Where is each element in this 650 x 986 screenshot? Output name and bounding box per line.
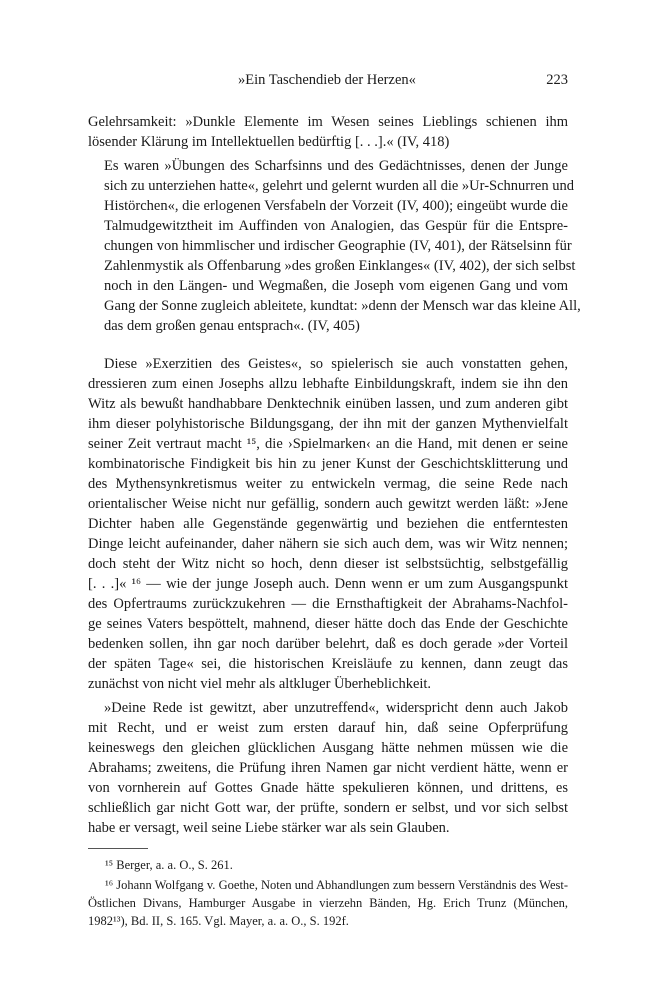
running-head xyxy=(88,72,568,92)
text-line: sich zu unterziehen hatte«, gelehrt und gelernt wurden all die »Ur-Schnurren und xyxy=(104,178,574,194)
footnote-line: Östlichen Divans, Hamburger Ausgabe in vierzehn Bänden, Hg. Erich Trunz (München, xyxy=(88,896,568,910)
text-line: Histörchen«, die erlogenen Versfabeln der Vorzeit (IV, 400); eingeübt wurde die xyxy=(104,198,568,214)
text-line: Dinge leicht aufeinander, daher nähern sie sich auch dem, was wir Witz nennen; xyxy=(88,536,568,552)
text-line: des Mythensynkretismus weiter zu entwickeln vermag, die seine Rede nach xyxy=(88,476,568,492)
text-line: Abrahams; zweitens, die Prüfung ihren Namen gar nicht verdient hätte, wenn er xyxy=(88,760,568,776)
running-title: »Ein Taschendieb der Herzen« xyxy=(238,72,416,88)
text-line: lösender Klärung im Intellektuellen bedürftig [. . .].« (IV, 418) xyxy=(88,134,450,150)
footnote-line: ¹⁵ Berger, a. a. O., S. 261. xyxy=(105,858,233,872)
text-line: dressieren zum einen Josephs allzu lebhafte Einbildungskraft, indem sie ihn den xyxy=(88,376,568,392)
text-line: habe er versagt, weil seine Liebe stärker war als sein Glauben. xyxy=(88,820,450,836)
text-line: »Deine Rede ist gewitzt, aber unzutreffend«, widerspricht denn auch Jakob xyxy=(104,700,568,716)
text-line: schließlich gar nicht Gott war, der prüfte, sondern er selbst, und vor sich selbst xyxy=(88,800,568,816)
footnote-line: 1982¹³), Bd. II, S. 165. Vgl. Mayer, a. a. O., S. 192f. xyxy=(88,914,349,928)
text-line: des Opfertraums zurückzukehren — die Ernsthaftigkeit der Abrahams-Nachfol- xyxy=(88,596,568,612)
text-line: orientalischer Weise nicht nur gefällig, sondern auch gewitzt werden läßt: »Jene xyxy=(88,496,568,512)
text-line: Zahlenmystik als Offenbarung »des großen Einklanges« (IV, 402), der sich selbst xyxy=(104,258,576,274)
text-line: Gelehrsamkeit: »Dunkle Elemente im Wesen seines Lieblings schienen ihm xyxy=(88,114,568,130)
text-line: ihm dieser polyhistorische Bildungsgang, der ihn mit der ganzen Mythenvielfalt xyxy=(88,416,568,432)
text-line: ge seines Vaters bespöttelt, mahnend, dieser hätte doch das Ende der Geschichte xyxy=(88,616,568,632)
text-line: keineswegs den gleichen glücklichen Ausgang hätte nehmen müssen wie die xyxy=(88,740,568,756)
text-line: noch in den Längen- und Wegmaßen, die Joseph vom eigenen Gang und vom xyxy=(104,278,568,294)
text-line: Es waren »Übungen des Scharfsinns und des Gedächtnisses, denen der Junge xyxy=(104,158,568,174)
text-line: [. . .]« ¹⁶ — wie der junge Joseph auch. Denn wenn er um zum Ausgangspunkt xyxy=(88,576,568,592)
text-line: kombinatorische Findigkeit bis hin zu jener Kunst der Geschichtsklitterung und xyxy=(88,456,568,472)
text-line: das dem großen genau entsprach«. (IV, 405) xyxy=(104,318,360,334)
text-line: Talmudgewitztheit im Auffinden von Analogien, das Gespür für die Entspre- xyxy=(104,218,568,234)
text-line: Diese »Exerzitien des Geistes«, so spielerisch sie auch vonstatten gehen, xyxy=(104,356,568,372)
text-line: der späten Tage« sei, die historischen Kreisläufe zu kennen, dann zeugt das xyxy=(88,656,568,672)
text-line: von vornherein auf Gottes Gnade hätte spekulieren können, und drittens, es xyxy=(88,780,568,796)
text-line: Witz als bewußt handhabbare Denktechnik einüben lassen, und zum anderen gibt xyxy=(88,396,568,412)
text-line: doch steht der Witz nicht so hoch, denn dieser ist selbstsüchtig, selbstgefällig xyxy=(88,556,568,572)
text-line: mit Recht, und er weist zum ersten darauf hin, daß seine Opferprüfung xyxy=(88,720,568,736)
text-line: zunächst von nicht viel mehr als altkluger Überheblichkeit. xyxy=(88,676,432,692)
footnote-line: ¹⁶ Johann Wolfgang v. Goethe, Noten und Abhandlungen zum bessern Verständnis des West- xyxy=(105,878,568,892)
page-number: 223 xyxy=(546,72,568,88)
footnote-rule xyxy=(88,848,148,849)
text-line: seiner Zeit vertraut macht ¹⁵, die ›Spielmarken‹ an die Hand, mit denen er seine xyxy=(88,436,568,452)
text-line: chungen von himmlischer und irdischer Geographie (IV, 401), der Rätselsinn für xyxy=(104,238,572,254)
text-line: Dichter haben alle Gegenstände gegenwärtig und beziehen die entferntesten xyxy=(88,516,568,532)
text-line: Gang der Sonne zugleich ableitete, kundtat: »denn der Mensch war das kleine All, xyxy=(104,298,581,314)
text-line: bedenken sollen, ihn gar noch darüber belehrt, daß es doch gerade »der Vorteil xyxy=(88,636,568,652)
